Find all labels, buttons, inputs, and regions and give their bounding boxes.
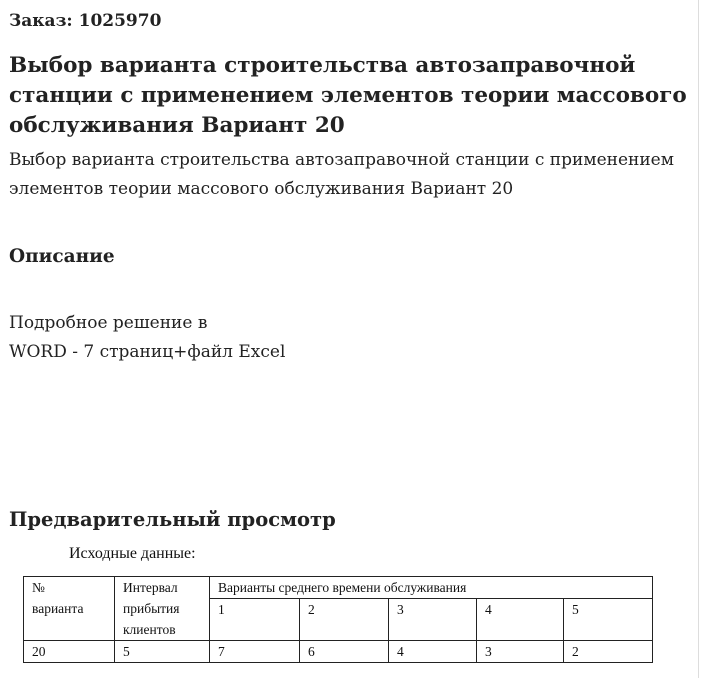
description-line: WORD - 7 страниц+файл Excel — [9, 341, 286, 362]
page-title: Выбор варианта строительства автозаправочной станции с применением элементов теории массового обслуживания Вариант 20 — [9, 53, 687, 138]
subheader-cell: 5 — [564, 599, 653, 641]
subheader-cell: 4 — [477, 599, 564, 641]
subheader-cell: 3 — [389, 599, 477, 641]
header-service-time-variants: Варианты среднего времени обслуживания — [210, 577, 653, 599]
order-number: Заказ: 1025970 — [9, 11, 162, 31]
preview-intro-text: Исходные данные: — [69, 545, 196, 562]
header-variant-number: № варианта — [24, 577, 115, 641]
header-arrival-interval: Интервал прибытия клиентов — [115, 577, 210, 641]
table-row — [24, 641, 653, 663]
subheader-cell: 1 — [210, 599, 300, 641]
table-header-row — [24, 577, 653, 599]
page-edge-divider — [698, 0, 699, 678]
description-text — [9, 309, 689, 366]
cell-interval: 5 — [115, 641, 210, 663]
cell-value: 7 — [210, 641, 300, 663]
cell-variant: 20 — [24, 641, 115, 663]
cell-value: 2 — [564, 641, 653, 663]
source-data-table — [23, 576, 653, 663]
subheader-cell: 2 — [300, 599, 389, 641]
cell-value: 4 — [389, 641, 477, 663]
cell-value: 3 — [477, 641, 564, 663]
description-line: Подробное решение в — [9, 313, 208, 333]
page-subtitle: Выбор варианта строительства автозаправочной станции с применением элементов теории массового обслуживания Вариант 20 — [9, 150, 674, 199]
preview-heading: Предварительный просмотр — [9, 508, 336, 531]
description-heading: Описание — [9, 246, 115, 267]
cell-value: 6 — [300, 641, 389, 663]
